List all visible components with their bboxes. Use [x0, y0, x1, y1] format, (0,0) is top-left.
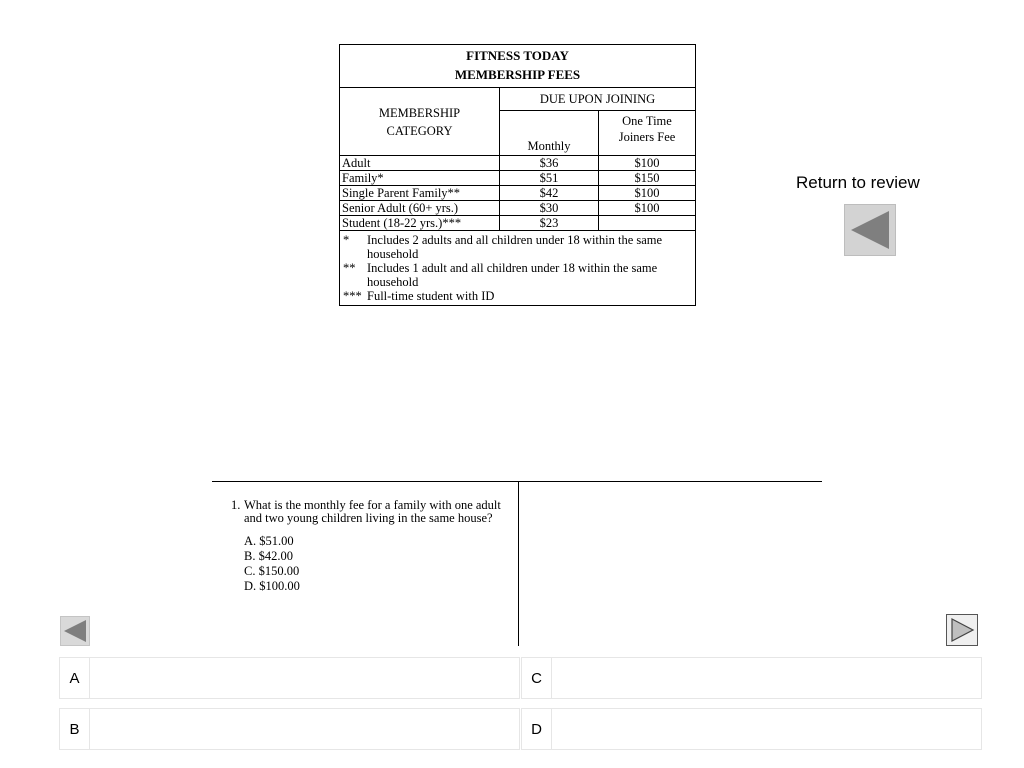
header-monthly: Monthly: [500, 111, 599, 156]
answer-box-b[interactable]: [59, 708, 520, 750]
answer-box-a[interactable]: [59, 657, 520, 699]
row-monthly: $36: [500, 156, 599, 171]
return-to-review-label: Return to review: [796, 173, 920, 192]
question-block: [231, 499, 513, 594]
table-row: [340, 186, 696, 201]
table-row: [340, 201, 696, 216]
row-joiners-fee: $150: [599, 171, 696, 186]
header-due-upon-joining: DUE UPON JOINING: [500, 88, 696, 111]
membership-fee-table: [339, 44, 696, 306]
option-a: A. $51.00: [244, 534, 294, 548]
row-monthly: $51: [500, 171, 599, 186]
footnote-mark: *: [343, 233, 350, 247]
table-row: [340, 156, 696, 171]
footnote-text: Includes 2 adults and all children under 18 within the same household: [367, 233, 663, 261]
question-options: [244, 534, 513, 594]
question-text: What is the monthly fee for a family with one adult and two young children living in the same house?: [244, 498, 501, 525]
row-monthly: $30: [500, 201, 599, 216]
footnote: [343, 261, 691, 289]
question-stem: [231, 499, 513, 525]
option-d: D. $100.00: [244, 579, 300, 593]
option-b: B. $42.00: [244, 549, 293, 563]
option-c: C. $150.00: [244, 564, 300, 578]
table-footnotes: [340, 231, 696, 306]
footnote-text: Full-time student with ID: [367, 289, 495, 303]
row-category: Single Parent Family**: [340, 186, 500, 201]
row-category: Senior Adult (60+ yrs.): [340, 201, 500, 216]
answer-letter-a: A: [60, 658, 90, 698]
answer-box-c[interactable]: [521, 657, 982, 699]
answer-box-d[interactable]: [521, 708, 982, 750]
row-joiners-fee: [599, 216, 696, 231]
next-button[interactable]: [946, 614, 978, 646]
left-triangle-icon: [61, 617, 89, 645]
row-category: Family*: [340, 171, 500, 186]
right-triangle-icon: [947, 615, 977, 645]
row-category: Student (18-22 yrs.)***: [340, 216, 500, 231]
row-joiners-fee: $100: [599, 156, 696, 171]
table-row: [340, 216, 696, 231]
question-column-divider: [518, 481, 519, 646]
question-number: 1.: [231, 498, 241, 512]
answer-letter-b: B: [60, 709, 90, 749]
footnote: [343, 289, 691, 303]
row-category: Adult: [340, 156, 500, 171]
return-to-review-button[interactable]: [844, 204, 896, 256]
row-joiners-fee: $100: [599, 201, 696, 216]
table-title: FITNESS TODAY MEMBERSHIP FEES: [340, 45, 696, 88]
header-membership-category: MEMBERSHIP CATEGORY: [340, 88, 500, 156]
previous-button[interactable]: [60, 616, 90, 646]
answer-letter-c: C: [522, 658, 552, 698]
row-monthly: $23: [500, 216, 599, 231]
header-one-time-joiners-fee: One Time Joiners Fee: [599, 111, 696, 156]
footnote-mark: **: [343, 261, 356, 275]
question-top-rule: [212, 481, 822, 482]
row-joiners-fee: $100: [599, 186, 696, 201]
left-triangle-icon: [845, 205, 895, 255]
footnote-text: Includes 1 adult and all children under 18 within the same household: [367, 261, 658, 289]
answer-letter-d: D: [522, 709, 552, 749]
table-row: [340, 171, 696, 186]
footnote: [343, 233, 691, 261]
footnote-mark: ***: [343, 289, 362, 303]
row-monthly: $42: [500, 186, 599, 201]
